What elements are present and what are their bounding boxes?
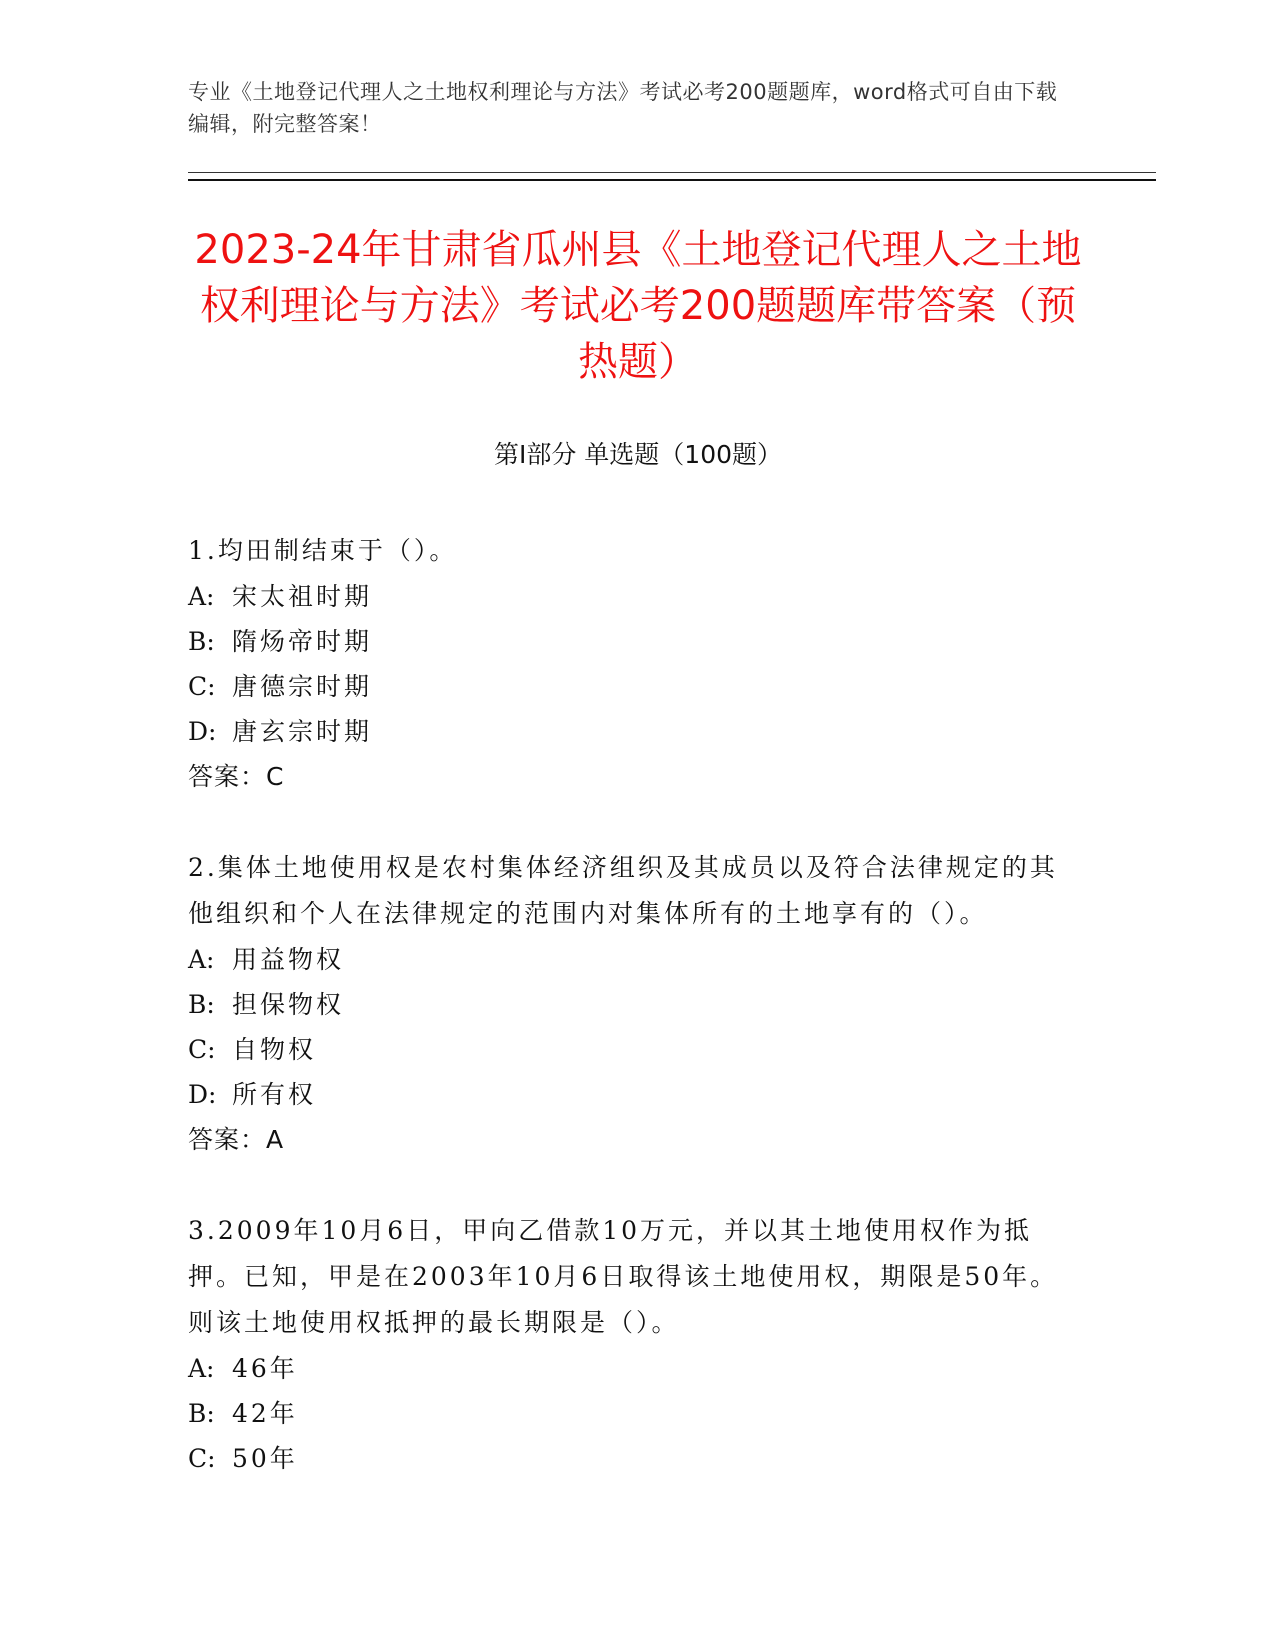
option-text: 42年 [232, 1399, 298, 1428]
option-text: 用益物权 [232, 945, 345, 974]
option-text: 所有权 [232, 1080, 317, 1109]
question-stem: 1.均田制结束于（）。 [188, 536, 458, 565]
option-key: D: [188, 717, 217, 746]
option-d [188, 1072, 1068, 1117]
option-a [188, 574, 1068, 619]
option-text: 宋太祖时期 [232, 582, 373, 611]
option-text: 唐德宗时期 [232, 672, 373, 701]
option-text: 隋炀帝时期 [232, 627, 373, 656]
question-3 [188, 1208, 1068, 1481]
option-c [188, 1027, 1068, 1072]
question-stem: 2.集体土地使用权是农村集体经济组织及其成员以及符合法律规定的其他组织和个人在法律规定的范围内对集体所有的土地享有的（）。 [188, 853, 1058, 928]
answer-line: 答案：C [188, 762, 285, 791]
option-c [188, 664, 1068, 709]
option-b [188, 982, 1068, 1027]
document-title: 2023-24年甘肃省瓜州县《土地登记代理人之土地权利理论与方法》考试必考200题题库带答案（预热题） [194, 227, 1082, 385]
option-text: 46年 [232, 1354, 298, 1383]
option-key: C: [188, 1035, 216, 1064]
header-divider-thick [188, 179, 1156, 181]
question-1 [188, 528, 1068, 800]
option-a [188, 937, 1068, 982]
header-note: 专业《土地登记代理人之土地权利理论与方法》考试必考200题题库，word格式可自由下载编辑，附完整答案！ [188, 80, 1058, 136]
question-2 [188, 845, 1068, 1163]
option-b [188, 1391, 1068, 1436]
option-text: 自物权 [232, 1035, 317, 1064]
question-list [188, 528, 1068, 1526]
option-key: A: [188, 1354, 215, 1383]
option-key: A: [188, 945, 215, 974]
option-key: B: [188, 1399, 215, 1428]
option-key: C: [188, 672, 216, 701]
option-d [188, 709, 1068, 754]
option-text: 50年 [232, 1444, 298, 1473]
option-key: D: [188, 1080, 217, 1109]
option-text: 唐玄宗时期 [232, 717, 373, 746]
option-key: B: [188, 627, 215, 656]
header-divider-thin [188, 172, 1156, 173]
option-key: B: [188, 990, 215, 1019]
option-a [188, 1346, 1068, 1391]
section-heading: 第I部分 单选题（100题） [493, 440, 783, 469]
option-b [188, 619, 1068, 664]
option-text: 担保物权 [232, 990, 345, 1019]
answer-line: 答案：A [188, 1125, 285, 1154]
option-key: A: [188, 582, 215, 611]
question-stem: 3.2009年10月6日，甲向乙借款10万元，并以其土地使用权作为抵押。已知，甲是在2003年10月6日取得该土地使用权，期限是50年。则该土地使用权抵押的最长期限是（）。 [188, 1216, 1059, 1337]
option-key: C: [188, 1444, 216, 1473]
option-c [188, 1436, 1068, 1481]
